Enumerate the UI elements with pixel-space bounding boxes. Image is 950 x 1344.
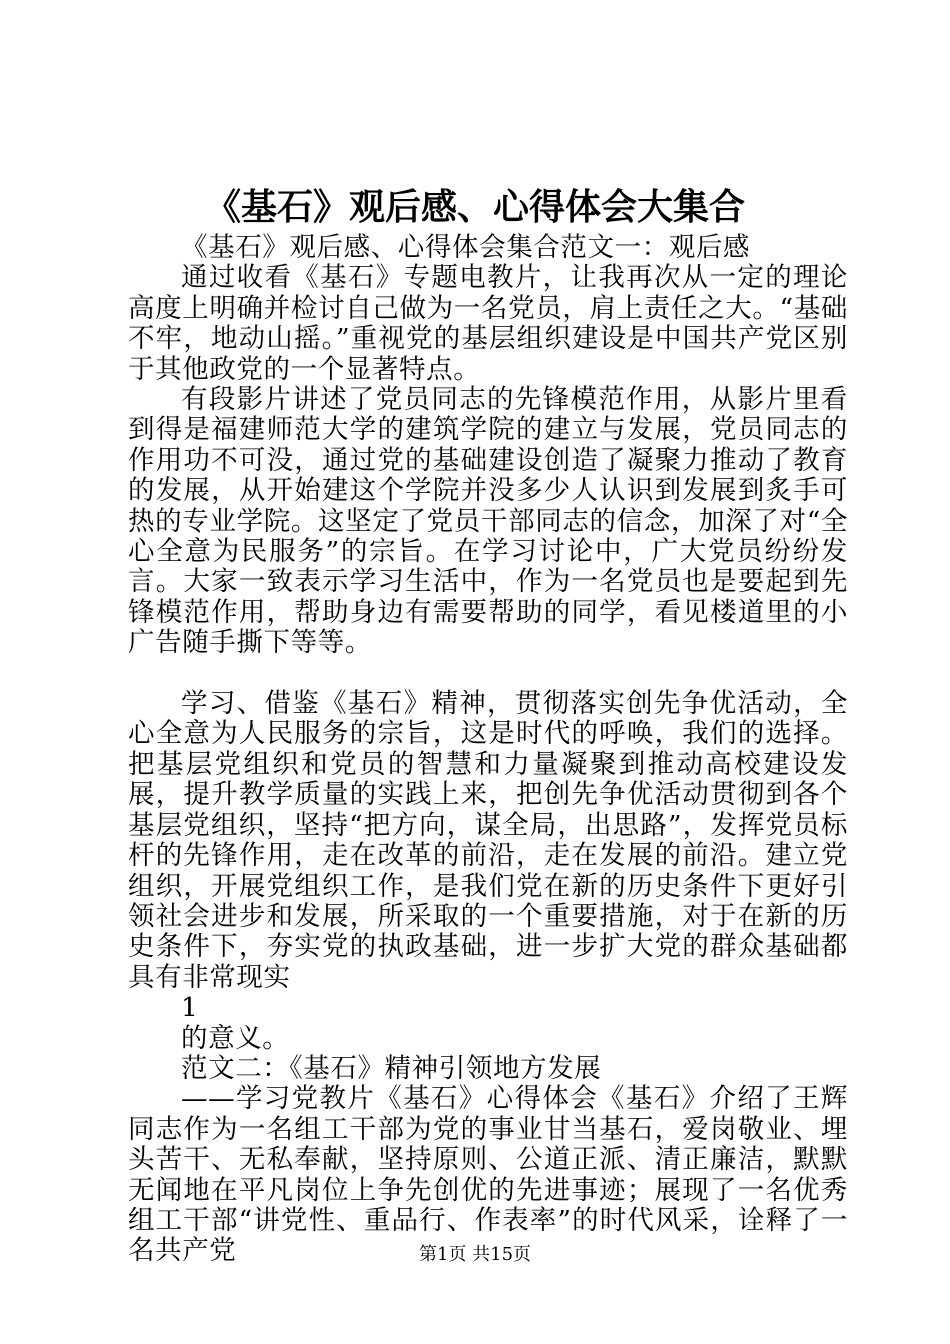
paragraph-continuation: 的意义。 (181, 1022, 290, 1054)
blank-line (128, 659, 848, 689)
inline-page-number: 1 (181, 992, 198, 1024)
document-body (128, 233, 848, 1267)
paragraph-1: 通过收看《基石》专题电教片，让我再次从一定的理论高度上明确并检讨自己做为一名党员，肩上责任之大。“基础不牢，地动山摇。”重视党的基层组织建设是中国共产党区别于其他政党的一个显著特点。 (128, 262, 848, 385)
paragraph-3: 学习、借鉴《基石》精神，贯彻落实创先争优活动，全心全意为人民服务的宗旨，这是时代的呼唤，我们的选择。把基层党组织和党员的智慧和力量凝聚到推动高校建设发展，提升教学质量的实践上来，把创先争优活动贯彻到各个基层党组织，坚持“把方向，谋全局，出思路”，发挥党员标杆的先锋作用，走在改革的前沿，走在发展的前沿。建立党组织，开展党组织工作，是我们党在新的历史条件下更好引领社会进步和发展，所采取的一个重要措施，对于在新的历史条件下，夯实党的执政基础，进一步扩大党的群众基础都具有非常现实 (128, 688, 848, 993)
section-heading-1: 《基石》观后感、心得体会集合范文一：观后感 (181, 232, 751, 263)
section-heading-2: 范文二：《基石》精神引领地方发展 (181, 1052, 602, 1084)
paragraph-2: 有段影片讲述了党员同志的先锋模范作用，从影片里看到得是福建师范大学的建筑学院的建立与发展，党员同志的作用功不可没，通过党的基础建设创造了凝聚力推动了教育的发展，从开始建这个学院并没多少人认识到发展到炙手可热的专业学院。这坚定了党员干部同志的信念，加深了对“全心全意为民服务”的宗旨。在学习讨论中，广大党员纷纷发言。大家一致表示学习生活中，作为一名党员也是要起到先锋模范作用，帮助身边有需要帮助的同学，看见楼道里的小广告随手撕下等等。 (128, 384, 848, 659)
paragraph-4: ——学习党教片《基石》心得体会《基石》介绍了王辉同志作为一名组工干部为党的事业甘当基石，爱岗敬业、埋头苦干、无私奉献，坚持原则、公道正派、清正廉洁，默默无闻地在平凡岗位上争先创优的先进事迹；展现了一名优秀组工干部“讲党性、重品行、作表率”的时代风采，诠释了一名共产党 (128, 1083, 848, 1267)
document-title: 《基石》观后感、心得体会大集合 (204, 186, 745, 228)
page-footer: 第1页 共15页 (418, 1244, 532, 1265)
